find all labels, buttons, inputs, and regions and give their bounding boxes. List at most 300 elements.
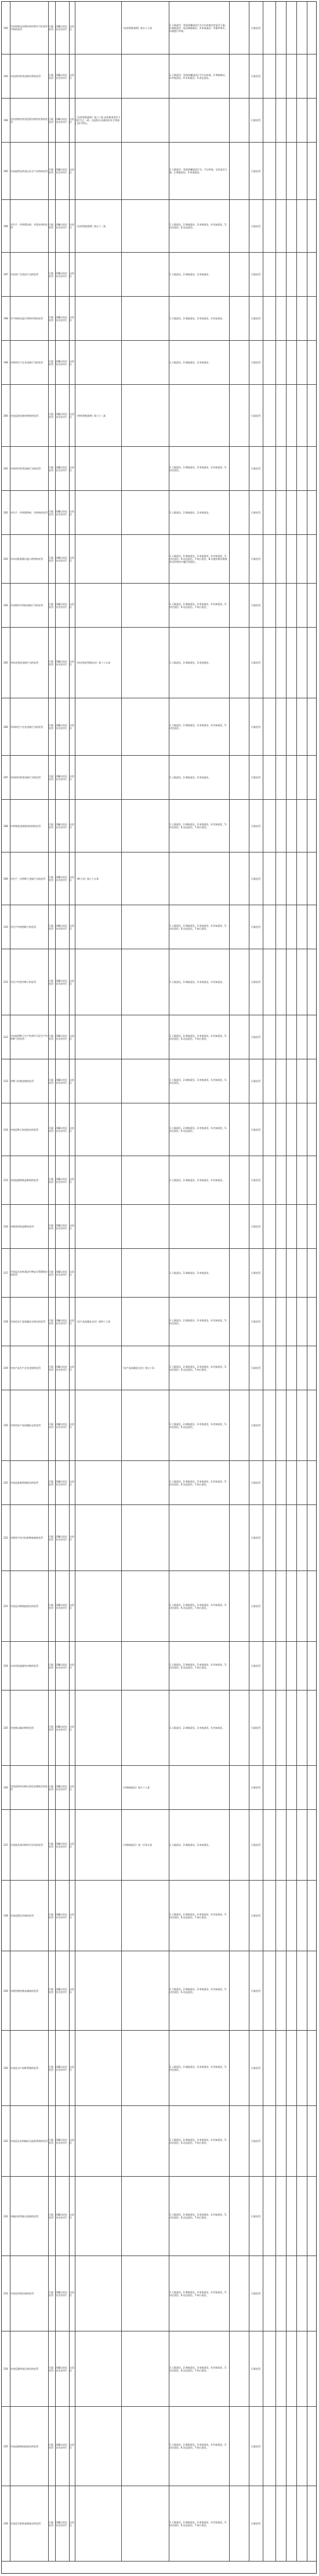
item-legal-basis-2 [121,1505,169,1571]
item-extra-2 [286,628,296,698]
item-department: 西藏自治区农业农村厅 [56,271,67,278]
item-accountability [229,54,249,98]
item-legal-basis [75,1951,121,2030]
item-level: 自治区 [70,924,74,930]
item-extra-1 [276,2,286,54]
item-department: 西藏自治区农业农村厅 [56,660,67,666]
item-note [263,1015,276,1059]
table-row [2,2031,316,2106]
item-legal-basis [75,1059,121,1103]
item-note [263,2106,276,2176]
item-accountability [229,1571,249,1641]
item-extra-2 [286,905,296,949]
item-extra-1 [276,535,286,583]
item-name: 对冒用农产品质量标志的处罚 [10,1424,41,1427]
item-extra-2 [286,297,296,340]
item-extra-3 [296,491,307,534]
item-department: 西藏自治区农业农村厅 [56,1422,67,1429]
table-row [2,1298,316,1346]
item-level: 自治区 [70,1603,74,1609]
item-duty: 1.立案责任。2.调查责任。3.审查责任。4.告知责任。5.决定责任。 [169,724,227,730]
item-note [263,1390,276,1460]
item-extra-2 [286,1766,296,1809]
item-category: 行政处罚 [251,75,260,78]
item-duty: 1.立案责任。2.调查责任。3.审查责任。4.告知责任。5.决定责任。6.送达责任。7.执行责任。 [169,2520,227,2527]
item-legal-basis [75,1249,121,1297]
item-extra-2 [286,2,296,54]
item-name: 对违反规定使用兽药的处罚 [10,414,38,417]
item-extra-4 [307,1951,317,2030]
item-extra-4 [307,1205,317,1248]
item-extra-4 [307,1156,317,1204]
item-extra-4 [307,297,317,340]
item-extra-3 [296,2,307,54]
item-extra-1 [276,1156,286,1204]
item-extra-3 [296,1249,307,1297]
item-duty: 1.立案责任。2.调查责任。3.审查责任。4.告知责任。5.决定责任。 [169,1078,227,1084]
item-level: 自治区 [70,1318,74,1325]
item-category: 行政处罚 [251,725,260,728]
row-number: 198 [3,317,8,320]
item-legal-basis [75,1390,121,1460]
item-note [263,341,276,384]
item-type: 行政处罚 [49,1223,53,1230]
item-name: 对未经检疫屠宰动物的处罚 [10,1664,38,1667]
item-note [263,1951,276,2030]
item-legal-basis-2 [121,1249,169,1297]
item-level: 自治区 [70,359,74,366]
item-duty: 1.立案责任。2.调查责任。3.审查责任。4.告知责任。5.决定责任。6.送达责任。 [169,1127,227,1132]
item-duty: 1.立案责任。2.调查责任。3.审查责任。 [169,776,211,779]
item-extra-4 [307,1103,317,1156]
item-accountability [229,341,249,384]
item-extra-3 [296,143,307,199]
item-name: 对拖拉机驾驶员违规的处罚 [10,2214,38,2218]
item-extra-4 [307,852,317,905]
item-extra-2 [286,1156,296,1204]
item-extra-2 [286,1810,296,1880]
table-row [2,385,316,447]
item-department: 西藏自治区农业农村厅 [56,413,67,418]
item-accountability [229,253,249,296]
row-number: 226 [3,1786,8,1789]
item-note [263,2486,276,2561]
item-level: 自治区 [70,2290,74,2297]
item-name: 对假冒授权品种的处罚 [10,1225,34,1228]
item-level: 自治区 [70,556,74,562]
item-extra-1 [276,1571,286,1641]
item-accountability [229,2106,249,2176]
table-row [2,2,316,54]
item-note [263,1156,276,1204]
item-name: 对动物诊疗机构违规行为的处罚 [10,604,43,607]
item-note [263,99,276,142]
item-accountability [229,1690,249,1765]
item-level: 自治区 [70,1725,74,1731]
item-extra-4 [307,1571,317,1641]
item-type: 行政处罚 [49,2213,53,2219]
item-extra-4 [307,2407,317,2486]
item-extra-1 [276,341,286,384]
item-extra-4 [307,253,317,296]
item-legal-basis-2 [121,1059,169,1103]
item-level: 自治区 [70,465,74,472]
item-department: 西藏自治区农业农村厅 [56,359,67,366]
item-note [263,628,276,698]
item-extra-3 [296,949,307,1015]
item-level: 自治区 [70,1535,74,1541]
item-legal-basis-2 [121,1881,169,1951]
item-type: 行政处罚 [49,1034,53,1040]
item-department: 西藏自治区农业农村厅 [56,1535,67,1541]
item-name: 对侵犯植物新品种权的处罚 [10,1179,38,1182]
item-accountability [229,297,249,340]
item-department: 西藏自治区农业农村厅 [56,168,67,174]
item-accountability [229,143,249,199]
item-duty: 1.立案责任。2.调查责任。3.审查责任。4.告知责任。5.决定责任。6.送达责任。7.执行责任。 [169,924,227,930]
item-extra-2 [286,1390,296,1460]
item-name: 对农药经营者违规经营的处罚 [10,75,41,78]
item-legal-basis: 《种子法》第七十五条 [75,877,99,880]
item-extra-2 [286,1881,296,1951]
item-accountability [229,385,249,446]
table-row [2,2486,316,2562]
item-accountability [229,2031,249,2105]
item-level: 自治区 [70,724,74,730]
item-extra-2 [286,1059,296,1103]
item-extra-3 [296,1156,307,1204]
item-level: 自治区 [70,2138,74,2144]
item-extra-1 [276,1810,286,1880]
item-name: 对执业兽医违规行为的处罚 [10,661,38,664]
item-legal-basis [75,297,121,340]
item-accountability [229,2177,249,2256]
item-extra-2 [286,143,296,199]
item-legal-basis-2 [121,949,169,1015]
item-extra-1 [276,491,286,534]
item-accountability [229,1642,249,1690]
table-row [2,1505,316,1571]
table-row [2,2331,316,2407]
item-category: 行政处罚 [251,1080,260,1083]
item-category: 行政处罚 [251,414,260,417]
item-department: 西藏自治区农业农村厅 [56,1842,67,1848]
item-legal-basis-2 [121,1642,169,1690]
item-legal-basis-2 [121,628,169,698]
item-accountability [229,1059,249,1103]
item-extra-3 [296,1015,307,1059]
item-level: 自治区 [70,315,74,322]
item-accountability [229,1951,249,2030]
table-row [2,2106,316,2177]
item-type: 行政处罚 [49,465,53,472]
item-note [263,200,276,252]
row-number: 223 [3,1605,8,1608]
item-note [263,253,276,296]
item-extra-4 [307,2106,317,2176]
item-level: 自治区 [70,823,74,829]
row-number: 202 [3,511,8,514]
permission-list-table [1,1,317,2574]
table-row [2,949,316,1015]
item-category: 行政处罚 [251,1225,260,1228]
item-level: 自治区 [70,1784,74,1791]
item-legal-basis-2 [121,2031,169,2105]
item-level: 自治区 [70,1127,74,1132]
item-legal-basis-2 [121,1690,169,1765]
item-name: 对生产经营劣种子的处罚 [10,981,36,983]
item-accountability [229,1156,249,1204]
item-category: 行政处罚 [251,1726,260,1729]
item-extra-2 [286,1951,296,2030]
item-legal-basis [75,491,121,534]
item-extra-2 [286,385,296,446]
item-name: 对养殖者违规使用饲料的处罚 [10,824,41,828]
item-type: 行政处罚 [49,660,53,666]
table-row [2,1642,316,1690]
row-number: 199 [3,361,8,364]
item-extra-1 [276,2177,286,2256]
item-name: 对农药广告违法行为的处罚 [10,273,38,276]
item-duty: 1.立案责任。2.调查责任。3.审查责任。4.告知责任。5.决定责任。6.送达责任。7.执行责任。8.其他法律法规规章文件规定应履行的责任。 [169,555,227,563]
item-level: 自治区 [70,2065,74,2071]
item-extra-3 [296,698,307,755]
item-legal-basis-2 [121,2331,169,2406]
table-row [2,2407,316,2486]
item-extra-1 [276,905,286,949]
table-row [2,698,316,756]
item-department: 西藏自治区农业农村厅 [56,2366,67,2372]
item-duty: 1.立案责任。2.调查责任。3.审查责任。4.告知责任。5.决定责任。6.送达责任。7.执行责任。 [169,1912,227,1919]
item-type: 行政处罚 [49,724,53,730]
item-extra-2 [286,1505,296,1571]
item-note [263,698,276,755]
item-extra-4 [307,1390,317,1460]
item-legal-basis [75,1690,121,1765]
table-row [2,905,316,949]
item-accountability [229,2,249,54]
item-note [263,2407,276,2486]
item-name: 对兽药经营者违规行为的处罚 [10,467,41,470]
item-extra-2 [286,584,296,627]
item-legal-basis [75,698,121,755]
item-extra-1 [276,1205,286,1248]
item-level: 自治区 [70,1270,74,1276]
item-level: 自治区 [70,1988,74,1994]
item-level: 自治区 [70,271,74,278]
item-legal-basis-2 [121,1205,169,1248]
table-row [2,2177,316,2256]
item-duty [169,1505,229,1571]
row-number: 234 [3,2367,8,2370]
item-legal-basis [75,2407,121,2486]
row-number: 192 [3,26,8,30]
item-duty: 1.立案责任：发现涉嫌违法行为予以审查。2.调查取证。3.审查责任。4.告知责任。5.决定责任。 [169,73,227,79]
item-extra-3 [296,628,307,698]
item-department: 西藏自治区农业农村厅 [56,2138,67,2144]
row-number: 207 [3,776,8,779]
item-duty: 1.立案责任。2.调查责任。3.审查责任。 [169,661,211,664]
item-accountability [229,1810,249,1880]
table-row [2,1766,316,1810]
row-number: 212 [3,1036,8,1039]
item-legal-basis [75,1205,121,1248]
item-extra-4 [307,1346,317,1390]
item-accountability [229,1103,249,1156]
item-extra-2 [286,1103,296,1156]
item-legal-basis-2 [121,54,169,98]
item-category: 行政处罚 [251,2522,260,2525]
item-extra-2 [286,1461,296,1504]
item-legal-basis [75,2,121,54]
item-extra-2 [286,1249,296,1297]
item-extra-4 [307,535,317,583]
item-extra-3 [296,99,307,142]
row-number: 206 [3,725,8,728]
item-note [263,385,276,446]
table-row [2,1156,316,1205]
item-category: 行政处罚 [251,1605,260,1608]
item-type: 行政处罚 [49,556,53,562]
item-department: 西藏自治区农业农村厅 [56,2213,67,2219]
item-name: 对违反动物防疫规定的处罚 [10,1605,38,1608]
item-accountability [229,1298,249,1346]
item-duty: 1.立案责任。2.调查责任。3.审查责任。4.告知责任。5.决定责任。6.送达责任。7.执行责任。 [169,2138,227,2144]
item-legal-basis-2 [121,143,169,199]
item-type: 行政处罚 [49,413,53,418]
item-category: 行政处罚 [251,604,260,607]
table-row [2,756,316,800]
item-legal-basis [75,2177,121,2256]
item-extra-4 [307,628,317,698]
item-level: 自治区 [70,1663,74,1669]
item-category: 行政处罚 [251,1786,260,1789]
item-extra-3 [296,535,307,583]
item-note [263,1059,276,1103]
item-extra-1 [276,800,286,852]
item-duty: 1.立案责任。2.调查责任。3.审查责任。4.告知责任。5.决定责任。6.送达责任。7.执行责任。 [169,1480,227,1486]
item-extra-1 [276,1951,286,2030]
item-note [263,800,276,852]
table-row [2,1810,316,1881]
item-extra-4 [307,1461,317,1504]
item-extra-4 [307,385,317,446]
item-department: 西藏自治区农业农村厅 [56,2443,67,2449]
item-type: 行政处罚 [49,1912,53,1919]
item-extra-3 [296,385,307,446]
item-extra-1 [276,698,286,755]
row-number: 228 [3,1914,8,1917]
row-number: 204 [3,604,8,607]
item-legal-basis [75,1346,121,1390]
item-name: 对不按规定进行兽药经营的处罚 [10,317,43,320]
item-type: 行政处罚 [49,25,53,31]
table-row [2,1205,316,1249]
item-extra-1 [276,1015,286,1059]
item-type: 行政处罚 [49,73,53,79]
item-legal-basis [75,341,121,384]
item-accountability [229,491,249,534]
item-department: 西藏自治区农业农村厅 [56,1270,67,1276]
item-category: 行政处罚 [251,2292,260,2295]
item-legal-basis-2 [121,447,169,490]
item-name: 对违反农业机械安全监督管理的处罚 [10,2140,48,2143]
item-category: 行政处罚 [251,2067,260,2069]
item-extra-1 [276,54,286,98]
item-extra-3 [296,1642,307,1690]
item-legal-basis-2: 《动物防疫法》第九十八条 [122,1786,150,1789]
item-extra-3 [296,1505,307,1571]
item-extra-1 [276,1249,286,1297]
item-department: 西藏自治区农业农村厅 [56,1223,67,1230]
item-type: 行政处罚 [49,1663,53,1669]
item-legal-basis-2: 《动物防疫法》第一百零五条 [122,1843,152,1846]
table-row [2,2256,316,2331]
item-duty: 1.立案责任。2.调查责任。3.审查责任。4.告知责任。5.决定责任。 [169,2065,227,2071]
item-extra-3 [296,200,307,252]
item-extra-4 [307,1059,317,1103]
item-department: 西藏自治区农业农村厅 [56,223,67,229]
row-number: 209 [3,877,8,880]
item-type: 行政处罚 [49,1480,53,1486]
item-category: 行政处罚 [251,1424,260,1427]
item-legal-basis [75,1766,121,1809]
item-extra-4 [307,800,317,852]
item-accountability [229,2256,249,2331]
item-legal-basis-2 [121,1156,169,1204]
item-type: 行政处罚 [49,509,53,516]
item-name: 对违反水产苗种管理的处罚 [10,2067,38,2069]
item-category: 行政处罚 [251,2140,260,2143]
item-department: 西藏自治区农业农村厅 [56,117,67,123]
item-extra-1 [276,949,286,1015]
item-department: 西藏自治区农业农村厅 [56,979,67,985]
row-number: 222 [3,1536,8,1539]
item-extra-4 [307,341,317,384]
item-legal-basis [75,253,121,296]
item-extra-4 [307,1249,317,1297]
item-level: 自治区 [70,2213,74,2219]
item-name: 对使用禁用渔具捕捞的处罚 [10,1989,38,1992]
item-note [263,1881,276,1951]
item-legal-basis-2 [121,1390,169,1460]
item-legal-basis [75,2106,121,2176]
item-legal-basis-2 [121,1571,169,1641]
item-extra-4 [307,99,317,142]
table-row [2,1881,316,1951]
item-extra-1 [276,253,286,296]
item-category: 行政处罚 [251,2444,260,2448]
item-extra-1 [276,143,286,199]
item-accountability [229,200,249,252]
item-extra-3 [296,341,307,384]
item-legal-basis-2 [121,2106,169,2176]
item-category: 行政处罚 [251,1664,260,1667]
item-level: 自治区 [70,979,74,985]
item-category: 行政处罚 [251,1481,260,1484]
item-name: 对违规运输动物的处罚 [10,1726,34,1729]
item-extra-4 [307,2486,317,2561]
item-extra-1 [276,1690,286,1765]
item-department: 西藏自治区农业农村厅 [56,1603,67,1609]
item-type: 行政处罚 [49,2290,53,2297]
item-extra-4 [307,756,317,799]
item-department: 西藏自治区农业农村厅 [56,1988,67,1994]
item-type: 行政处罚 [49,2520,53,2527]
item-legal-basis-2 [121,800,169,852]
item-extra-2 [286,535,296,583]
item-level: 自治区 [70,25,74,31]
